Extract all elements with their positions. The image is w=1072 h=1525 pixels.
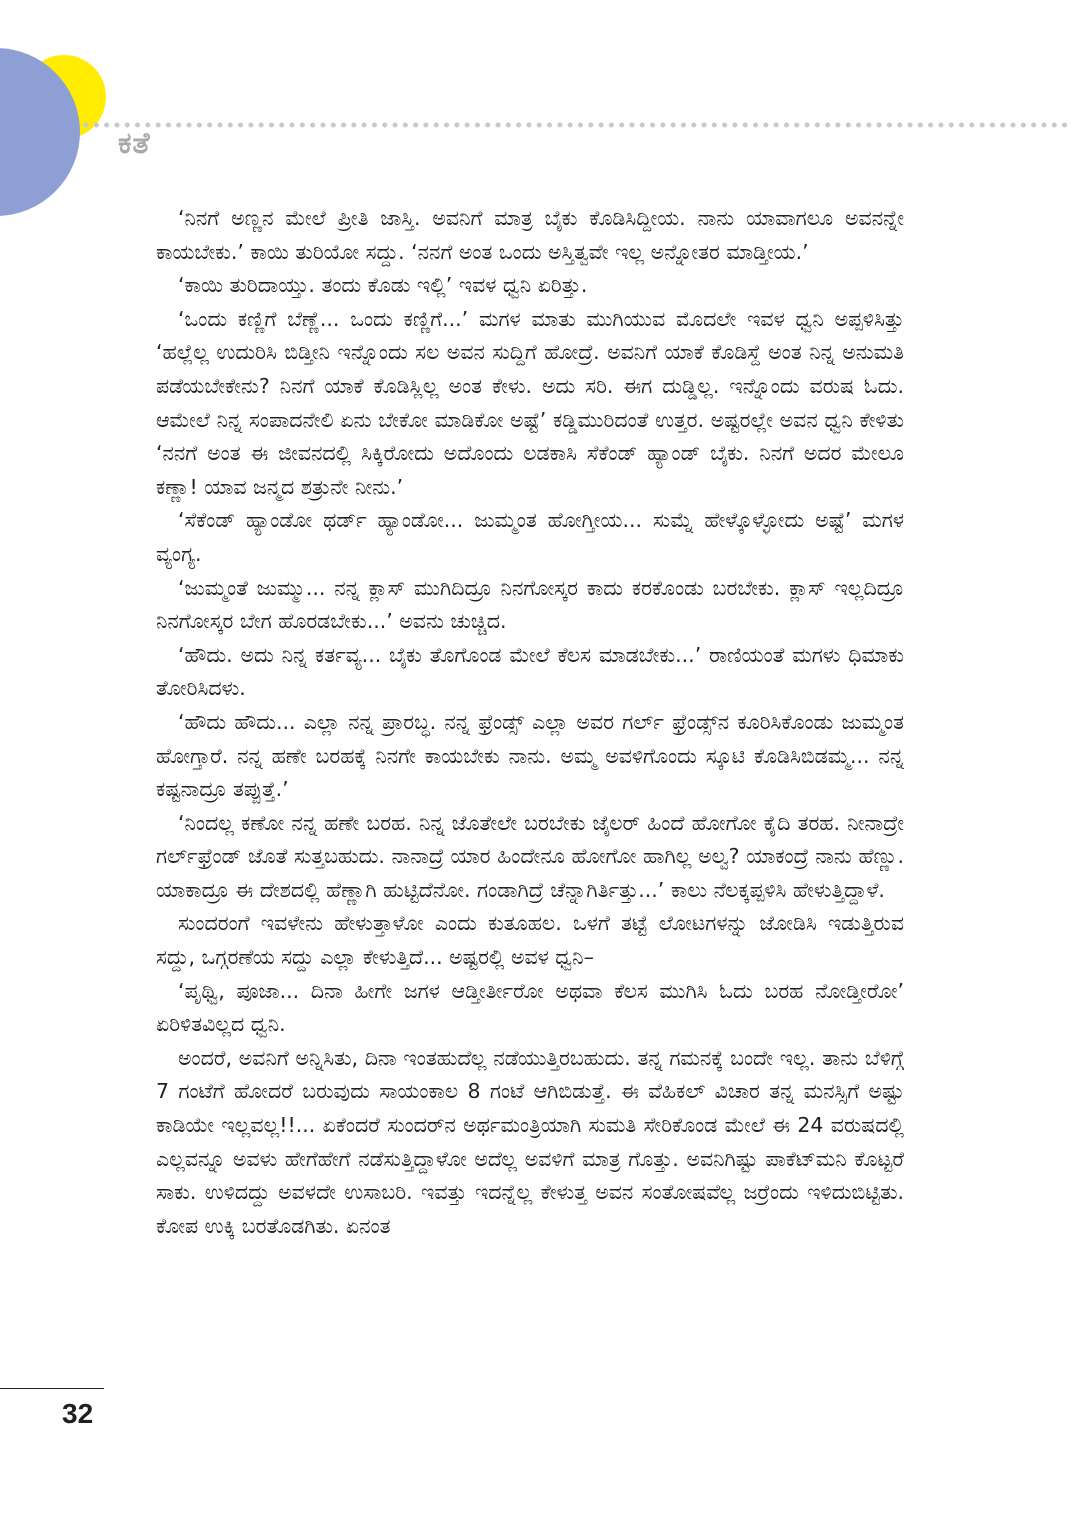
section-label: ಕತೆ	[118, 126, 151, 161]
story-paragraph: ‘ಹೌದು. ಅದು ನಿನ್ನ ಕರ್ತವ್ಯ... ಬೈಕು ತೊಗೊಂಡ ಮೇಲೆ ಕೆಲಸ ಮಾಡಬೇಕು...’ ರಾಣಿಯಂತೆ ಮಗಳು ಧಿಮಾಕು ತೋರಿಸಿದಳು.	[156, 642, 904, 701]
story-paragraph: ‘ಪೃಥ್ವಿ, ಪೂಜಾ... ದಿನಾ ಹೀಗೇ ಜಗಳ ಆಡ್ತೀರ್ತೀರೋ ಅಥವಾ ಕೆಲಸ ಮುಗಿಸಿ ಓದು ಬರಹ ನೋಡ್ತೀರೋ’ ಏರಿಳಿತವಿಲ್ಲದ ಧ್ವನಿ.	[156, 978, 904, 1037]
story-paragraph: ಸುಂದರಂಗೆ ಇವಳೇನು ಹೇಳುತ್ತಾಳೋ ಎಂದು ಕುತೂಹಲ. ಒಳಗೆ ತಟ್ಟೆ ಲೋಟಗಳನ್ನು ಜೋಡಿಸಿ ಇಡುತ್ತಿರುವ ಸದ್ದು, ಒಗ್ಗರಣೆಯ ಸದ್ದು ಎಲ್ಲಾ ಕೇಳುತ್ತಿದೆ... ಅಷ್ಟರಲ್ಲಿ ಅವಳ ಧ್ವನಿ–	[156, 911, 904, 970]
story-paragraph: ‘ನಿಂದಲ್ಲ ಕಣೋ ನನ್ನ ಹಣೇ ಬರಹ. ನಿನ್ನ ಜೊತೇಲೇ ಬರಬೇಕು ಜೈಲರ್ ಹಿಂದೆ ಹೋಗೋ ಕೈದಿ ತರಹ. ನೀನಾದ್ರೇ ಗರ್ಲ್‌ಫ್ರೆಂಡ್ ಜೊತೆ ಸುತ್ತಬಹುದು. ನಾನಾದ್ರೆ ಯಾರ ಹಿಂದೇನೂ ಹೋಗೋ ಹಾಗಿಲ್ಲ ಅಲ್ವ? ಯಾಕಂದ್ರೆ ನಾನು ಹೆಣ್ಣು. ಯಾಕಾದ್ರೂ ಈ ದೇಶದಲ್ಲಿ ಹೆಣ್ಣಾಗಿ ಹುಟ್ಟಿದೆನೋ. ಗಂಡಾಗಿದ್ರೆ ಚೆನ್ನಾಗಿರ್ತಿತ್ತು...’ ಕಾಲು ನೆಲಕ್ಕಪ್ಪಳಿಸಿ ಹೇಳುತ್ತಿದ್ದಾಳೆ.	[156, 810, 904, 902]
story-paragraph: ‘ಹೌದು ಹೌದು... ಎಲ್ಲಾ ನನ್ನ ಪ್ರಾರಬ್ಧ. ನನ್ನ ಫ್ರೆಂಡ್ಸ್ ಎಲ್ಲಾ ಅವರ ಗರ್ಲ್ ಫ್ರೆಂಡ್ಸ್‌ನ ಕೂರಿಸಿಕೊಂಡು ಜುಮ್ಮಂತ ಹೋಗ್ತಾರೆ. ನನ್ನ ಹಣೇ ಬರಹಕ್ಕೆ ನಿನಗೇ ಕಾಯಬೇಕು ನಾನು. ಅಮ್ಮ ಅವಳಿಗೊಂದು ಸ್ಕೂಟಿ ಕೊಡಿಸಿಬಿಡಮ್ಮ... ನನ್ನ ಕಷ್ಟನಾದ್ರೂ ತಪ್ಪುತ್ತೆ.’	[156, 709, 904, 802]
story-paragraph: ‘ಕಾಯಿ ತುರಿದಾಯ್ತು. ತಂದು ಕೊಡು ಇಲ್ಲಿ’ ಇವಳ ಧ್ವನಿ ಏರಿತ್ತು.	[178, 273, 588, 298]
story-paragraph: ‘ಜುಮ್ಮಂತೆ ಜುಮ್ಮು... ನನ್ನ ಕ್ಲಾಸ್ ಮುಗಿದಿದ್ರೂ ನಿನಗೋಸ್ಕರ ಕಾದು ಕರಕೊಂಡು ಬರಬೇಕು. ಕ್ಲಾಸ್ ಇಲ್ಲದಿದ್ರೂ ನಿನಗೋಸ್ಕರ ಬೇಗ ಹೊರಡಬೇಕು...’ ಅವನು ಚುಚ್ಚಿದ.	[156, 575, 904, 634]
story-paragraph: ‘ಸೆಕೆಂಡ್ ಹ್ಯಾಂಡೋ ಥರ್ಡ್ ಹ್ಯಾಂಡೋ... ಜುಮ್ಮಂತ ಹೋಗ್ತೀಯ... ಸುಮ್ನೆ ಹೇಳ್ಕೊಳ್ಳೋದು ಅಷ್ಟೆ’ ಮಗಳ ವ್ಯಂಗ್ಯ.	[156, 508, 904, 566]
footer-rule	[0, 1388, 104, 1389]
story-paragraph: ‘ಒಂದು ಕಣ್ಣಿಗೆ ಬೆಣ್ಣೆ... ಒಂದು ಕಣ್ಣಿಗೆ...’ ಮಗಳ ಮಾತು ಮುಗಿಯುವ ಮೊದಲೇ ಇವಳ ಧ್ವನಿ ಅಪ್ಪಳಿಸಿತ್ತು ‘ಹಲ್ಲೆಲ್ಲ ಉದುರಿಸಿ ಬಿಡ್ತೀನಿ ಇನ್ನೊಂದು ಸಲ ಅವನ ಸುದ್ದಿಗೆ ಹೋದ್ರೆ. ಅವನಿಗೆ ಯಾಕೆ ಕೊಡಿಸ್ದೆ ಅಂತ ನಿನ್ನ ಅನುಮತಿ ಪಡೆಯಬೇಕೇನು? ನಿನಗೆ ಯಾಕೆ ಕೊಡಿಸ್ಲಿಲ್ಲ ಅಂತ ಕೇಳು. ಅದು ಸರಿ. ಈಗ ದುಡ್ಡಿಲ್ಲ. ಇನ್ನೊಂದು ವರುಷ ಓದು. ಆಮೇಲೆ ನಿನ್ನ ಸಂಪಾದನೇಲಿ ಏನು ಬೇಕೋ ಮಾಡಿಕೋ ಅಷ್ಟೆ’ ಕಡ್ಡಿಮುರಿದಂತೆ ಉತ್ತರ. ಅಷ್ಟರಲ್ಲೇ ಅವನ ಧ್ವನಿ ಕೇಳಿತು ‘ನನಗೆ ಅಂತ ಈ ಜೀವನದಲ್ಲಿ ಸಿಕ್ಕಿರೋದು ಅದೊಂದು ಲಡಕಾಸಿ ಸೆಕೆಂಡ್ ಹ್ಯಾಂಡ್ ಬೈಕು. ನಿನಗೆ ಅದರ ಮೇಲೂ ಕಣ್ಣಾ! ಯಾವ ಜನ್ಮದ ಶತ್ರುನೇ ನೀನು.’	[156, 306, 904, 499]
page-number: 32	[62, 1398, 94, 1429]
story-body	[156, 202, 904, 1243]
story-paragraph: ಅಂದರೆ, ಅವನಿಗೆ ಅನ್ನಿಸಿತು, ದಿನಾ ಇಂತಹುದೆಲ್ಲ ನಡೆಯುತ್ತಿರಬಹುದು. ತನ್ನ ಗಮನಕ್ಕೆ ಬಂದೇ ಇಲ್ಲ. ತಾನು ಬೆಳಿಗ್ಗೆ 7 ಗಂಟೆಗೆ ಹೋದರೆ ಬರುವುದು ಸಾಯಂಕಾಲ 8 ಗಂಟೆ ಆಗಿಬಿಡುತ್ತೆ. ಈ ವೆಹಿಕಲ್ ವಿಚಾರ ತನ್ನ ಮನಸ್ಸಿಗೆ ಅಷ್ಟು ಕಾಡಿಯೇ ಇಲ್ಲವಲ್ಲ!!... ಏಕೆಂದರೆ ಸುಂದರ್‌ನ ಅರ್ಥಮಂತ್ರಿಯಾಗಿ ಸುಮತಿ ಸೇರಿಕೊಂಡ ಮೇಲೆ ಈ 24 ವರುಷದಲ್ಲಿ ಎಲ್ಲವನ್ನೂ ಅವಳು ಹೇಗೆಹೇಗೆ ನಡೆಸುತ್ತಿದ್ದಾಳೋ ಅದೆಲ್ಲ ಅವಳಿಗೆ ಮಾತ್ರ ಗೊತ್ತು. ಅವನಿಗಿಷ್ಟು ಪಾಕೆಟ್‌ಮನಿ ಕೊಟ್ಟರೆ ಸಾಕು. ಉಳಿದದ್ದು ಅವಳದೇ ಉಸಾಬರಿ. ಇವತ್ತು ಇದನ್ನೆಲ್ಲ ಕೇಳುತ್ತ ಅವನ ಸಂತೋಷವೆಲ್ಲ ಜರ್ರೆಂದು ಇಳಿದುಬಿಟ್ಟಿತು. ಕೋಪ ಉಕ್ಕಿ ಬರತೊಡಗಿತು. ಏನಂತ	[156, 1045, 904, 1238]
header-decoration	[0, 0, 1072, 220]
story-paragraph: ‘ನಿನಗೆ ಅಣ್ಣನ ಮೇಲೆ ಪ್ರೀತಿ ಜಾಸ್ತಿ. ಅವನಿಗೆ ಮಾತ್ರ ಬೈಕು ಕೊಡಿಸಿದ್ದೀಯ. ನಾನು ಯಾವಾಗಲೂ ಅವನನ್ನೇ ಕಾಯಬೇಕು.’ ಕಾಯಿ ತುರಿಯೋ ಸದ್ದು. ‘ನನಗೆ ಅಂತ ಒಂದು ಅಸ್ತಿತ್ವವೇ ಇಲ್ಲ ಅನ್ನೋತರ ಮಾಡ್ತೀಯ.’	[156, 206, 904, 264]
